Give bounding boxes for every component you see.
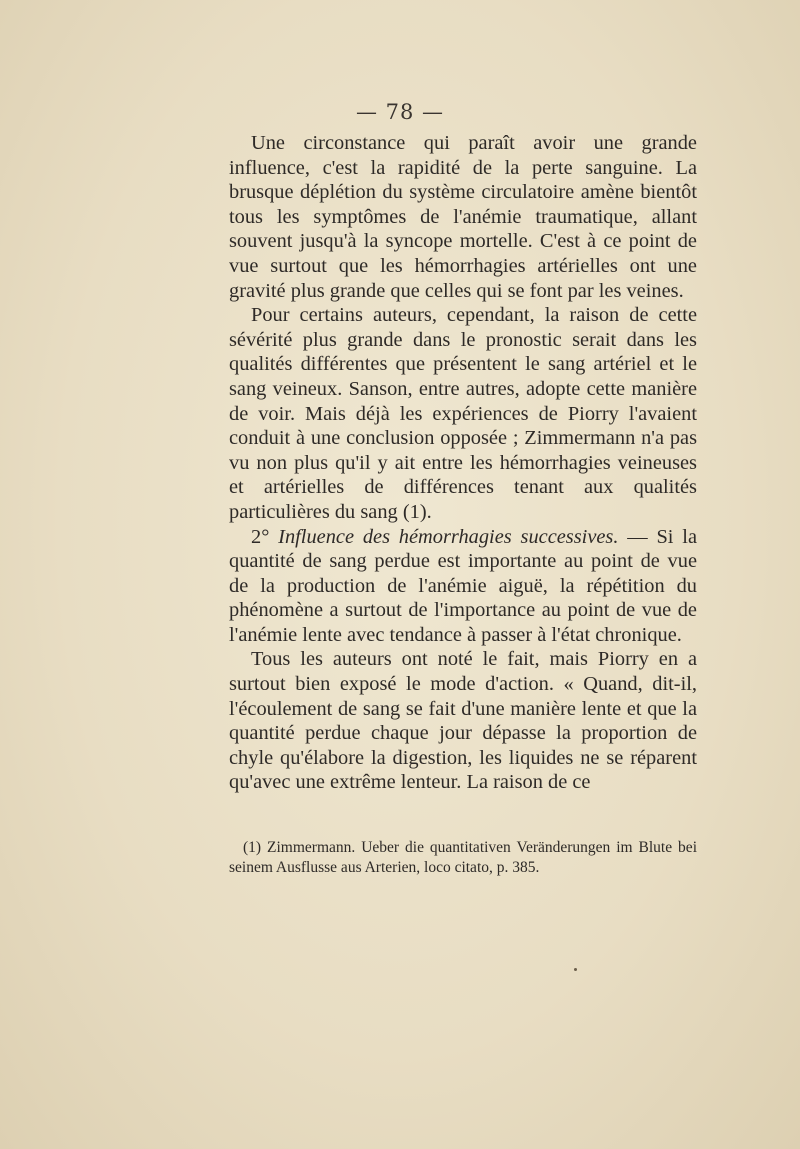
footnote	[229, 838, 697, 878]
section-heading: Influence des hémorrhagies successives.	[278, 525, 619, 548]
paragraph-1: Une circonstance qui paraît avoir une grande influence, c'est la rapidité de la perte sanguine. La brusque déplétion du système circulatoire amène bientôt tous les symptômes de l'anémie traumatique, allant souvent jusqu'à la syncope mortelle. C'est à ce point de vue surtout que les hémorrhagies artérielles ont une gravité plus grande que celles qui se font par les veines.	[229, 132, 697, 302]
paragraph-2: Pour certains auteurs, cependant, la raison de cette sévérité plus grande dans le pronostic serait dans les qualités différentes que présentent le sang artériel et le sang veineux. Sanson, entre autres, adopte cette manière de voir. Mais déjà les expériences de Piorry l'avaient conduit à une conclusion opposée ; Zimmermann n'a pas vu non plus qu'il y ait entre les hémorrhagies veineuses et artérielles de différences tenant aux qualités particulières du sang (1).	[229, 304, 697, 523]
paragraph-4: Tous les auteurs ont noté le fait, mais Piorry en a surtout bien exposé le mode d'action. « Quand, dit-il, l'écoulement de sang se fait d'une manière lente et que la quantité perdue chaque jour dépasse la proportion de chyle qu'élabore la digestion, les liquides ne se réparent qu'avec une extrême lenteur. La raison de ce	[229, 648, 697, 794]
page-number: — 78 —	[355, 100, 445, 124]
footnote-text: (1) Zimmermann. Ueber die quantitativen Veränderungen im Blute bei seinem Ausflusse aus Arterien, loco citato, p. 385.	[229, 839, 697, 876]
paragraph-3	[229, 525, 697, 648]
body-text	[229, 131, 697, 795]
section-number: 2°	[251, 525, 279, 548]
paragraph-3-text: — Si la quantité de sang perdue est importante au point de vue de la production de l'anémie aiguë, la répétition du phénomène a surtout de l'importance au point de vue de l'anémie lente avec tendance à passer à l'état chronique.	[229, 525, 697, 646]
paper-spot	[574, 968, 577, 971]
